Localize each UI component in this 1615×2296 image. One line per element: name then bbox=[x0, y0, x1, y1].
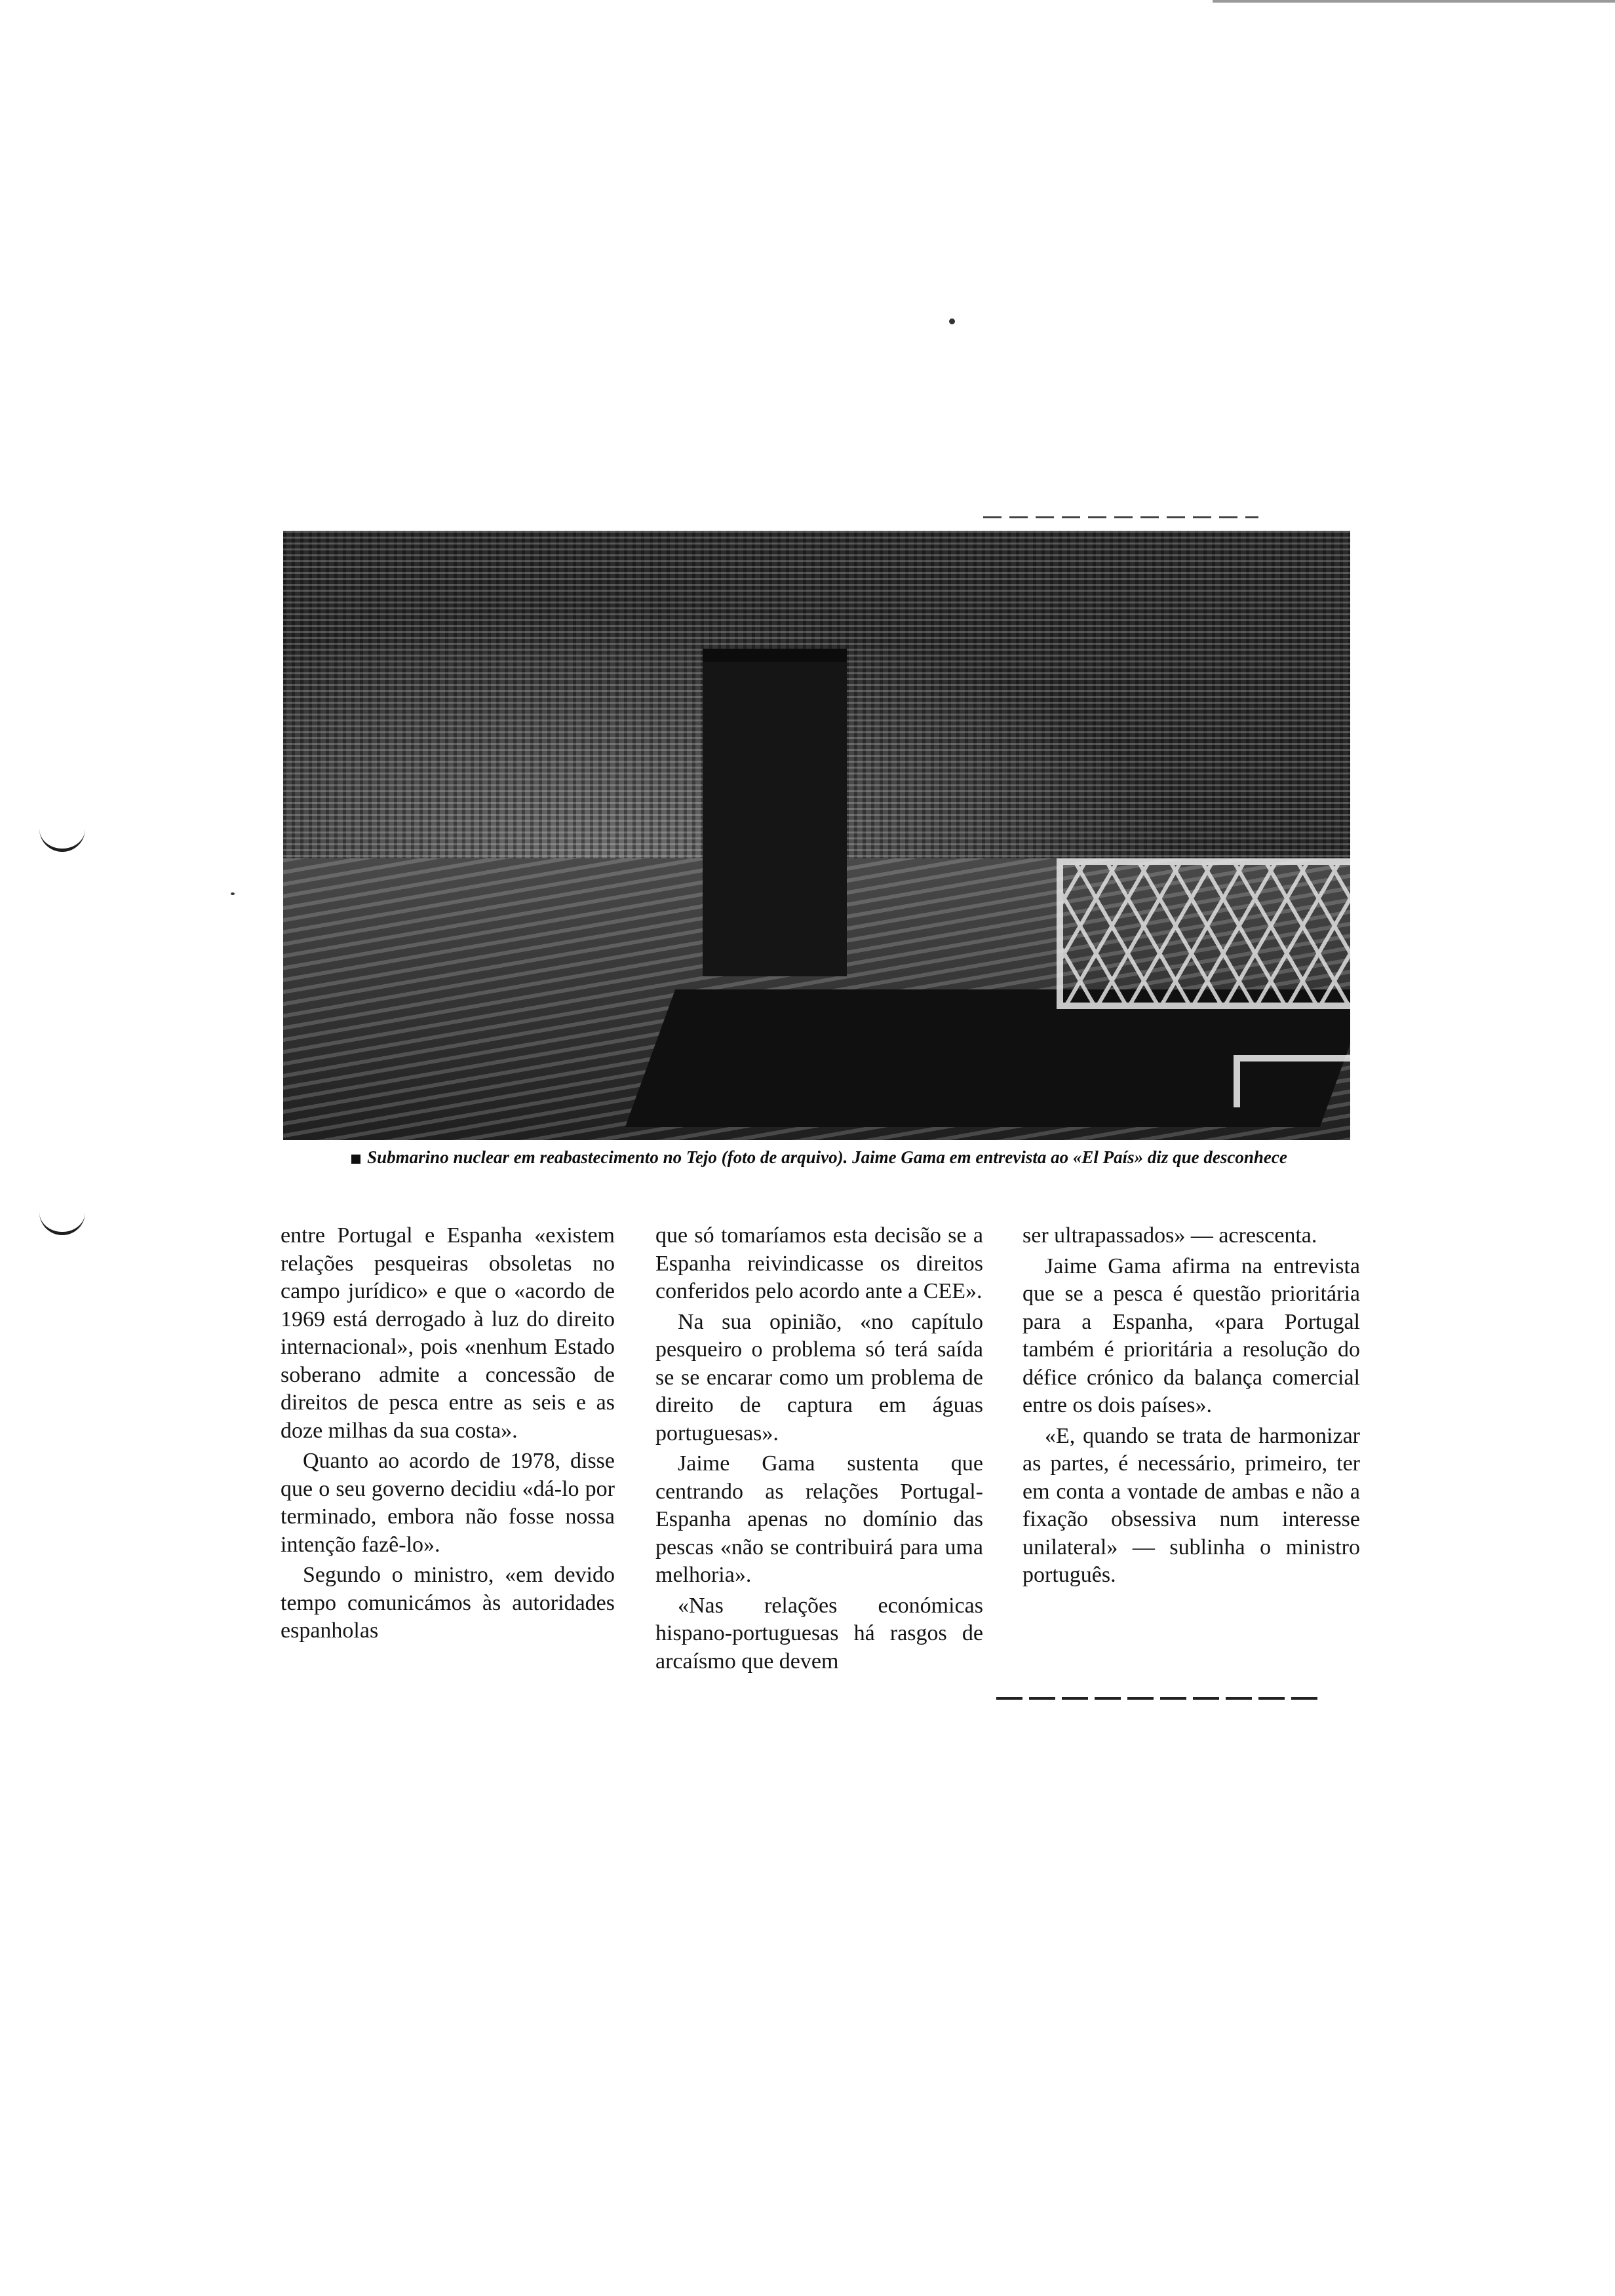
scan-rule bbox=[996, 1697, 1324, 1700]
scan-speck bbox=[949, 318, 955, 324]
text-column-2 bbox=[655, 1222, 983, 1675]
scan-speck bbox=[231, 892, 235, 895]
paragraph: «Nas relações económicas hispano-portuguesas há rasgos de arcaísmo que devem bbox=[655, 1593, 983, 1674]
text-column-3 bbox=[1022, 1222, 1360, 1590]
photo-railing bbox=[1234, 1055, 1350, 1107]
binder-hole-mark bbox=[39, 1206, 85, 1235]
text-column-1 bbox=[281, 1222, 615, 1645]
paragraph: Jaime Gama sustenta que centrando as relações Portugal-Espanha apenas no domínio das pescas «não se contribuirá para uma melhoria». bbox=[655, 1451, 983, 1587]
scan-rule bbox=[983, 516, 1258, 518]
paragraph: Jaime Gama afirma na entrevista que se a pesca é questão prioritária para a Espanha, «para Portugal também é prioritária a resolução do défice crónico da balança comercial entre os dois países». bbox=[1022, 1253, 1360, 1417]
paragraph: entre Portugal e Espanha «existem relações pesqueiras obsoletas no campo jurídico» e que o «acordo de 1969 está derrogado à luz do direito internacional», pois «nenhum Estado soberano admite a concessão de direitos de pesca entre as seis e as doze milhas da sua costa». bbox=[281, 1223, 615, 1443]
photo-submarine-sail bbox=[703, 649, 847, 976]
caption-text: Submarino nuclear em reabastecimento no Tejo (foto de arquivo). Jaime Gama em entrevista ao «El País» diz que desconhece bbox=[367, 1147, 1287, 1167]
paragraph: Na sua opinião, «no capítulo pesqueiro o problema só terá saída se se encarar como um problema de direito de captura em águas portuguesas». bbox=[655, 1309, 983, 1445]
paragraph: «E, quando se trata de harmonizar as partes, é necessário, primeiro, ter em conta a vontade de ambas e não a fixação obsessiva num interesse unilateral» — sublinha o ministro português. bbox=[1022, 1423, 1360, 1587]
paragraph: Quanto ao acordo de 1978, disse que o seu governo decidiu «dá-lo por terminado, embora não fosse nossa intenção fazê-lo». bbox=[281, 1449, 615, 1557]
paragraph: que só tomaríamos esta decisão se a Espanha reivindicasse os direitos conferidos pelo acordo ante a CEE». bbox=[655, 1223, 983, 1303]
photo-caption bbox=[288, 1145, 1350, 1169]
photo-gangway-truss bbox=[1057, 858, 1350, 1009]
caption-bullet-icon bbox=[351, 1155, 360, 1164]
submarine-photo bbox=[283, 531, 1350, 1140]
paragraph: Segundo o ministro, «em devido tempo comunicámos às autoridades espanholas bbox=[281, 1563, 615, 1643]
scan-edge-line bbox=[1213, 0, 1615, 3]
paragraph: ser ultrapassados» — acrescenta. bbox=[1022, 1223, 1317, 1248]
binder-hole-mark bbox=[39, 822, 85, 852]
